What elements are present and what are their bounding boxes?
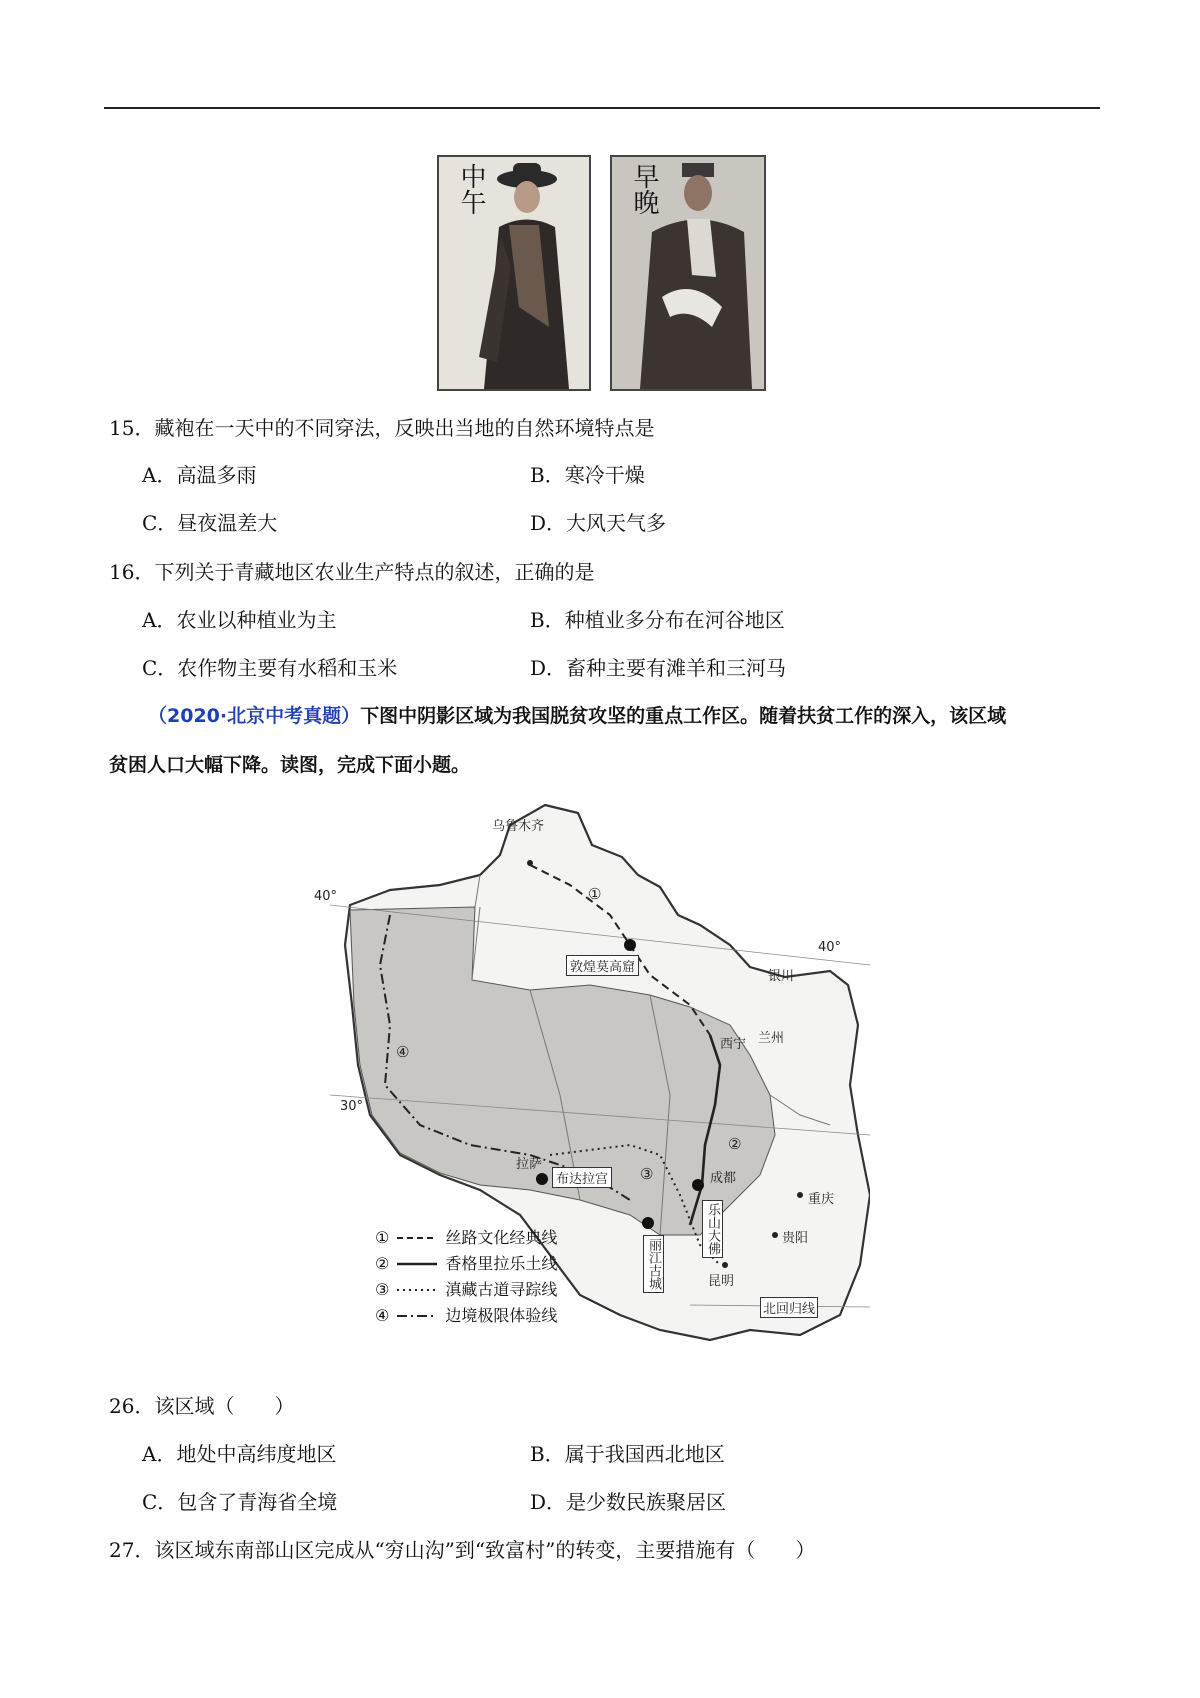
question-26-option-a: A．地处中高纬度地区 — [142, 1442, 337, 1466]
legend-line-dashed — [397, 1233, 437, 1243]
legend-label-2: 香格里拉乐土线 — [445, 1254, 558, 1273]
label-lijiang: 丽江古城 — [643, 1235, 664, 1293]
lijiang-marker — [642, 1217, 654, 1229]
legend-label-3: 滇藏古道寻踪线 — [445, 1280, 558, 1299]
question-27-stem: 27．该区域东南部山区完成从“穷山沟”到“致富村”的转变，主要措施有（ ） — [109, 1538, 816, 1562]
lhasa-marker — [536, 1173, 548, 1185]
label-kunming: 昆明 — [708, 1274, 735, 1289]
label-dunhuang: 敦煌莫高窟 — [566, 955, 639, 976]
question-16-option-d: D．畜种主要有滩羊和三河马 — [530, 656, 787, 680]
question-15-option-b: B．寒冷干燥 — [530, 463, 645, 487]
chengdu-marker — [692, 1179, 704, 1191]
route-4-marker: ④ — [396, 1043, 410, 1061]
legend-line-dashdot — [397, 1311, 437, 1321]
photo-morning-evening — [610, 155, 766, 391]
route-3-marker: ③ — [640, 1165, 654, 1183]
intro-line-2: 贫困人口大幅下降。读图，完成下面小题。 — [109, 754, 471, 776]
question-26-option-d: D．是少数民族聚居区 — [530, 1490, 727, 1514]
label-xining: 西宁 — [720, 1037, 747, 1052]
label-leshan: 乐山大佛 — [702, 1200, 723, 1258]
label-lat30: 30° — [340, 1099, 364, 1114]
photo-noon-label: 中午 — [456, 163, 486, 215]
label-yinchuan: 银川 — [768, 969, 795, 984]
label-chengdu: 成都 — [710, 1171, 737, 1186]
legend-number-1: ① — [375, 1228, 390, 1247]
legend-item-3 — [375, 1277, 557, 1303]
label-lanzhou: 兰州 — [758, 1031, 785, 1046]
label-lat40-left: 40° — [314, 889, 338, 904]
legend-number-2: ② — [375, 1254, 390, 1273]
intro-text-1: 下图中阴影区域为我国脱贫攻坚的重点工作区。随着扶贫工作的深入，该区域 — [360, 705, 1007, 727]
question-16-option-a: A．农业以种植业为主 — [142, 608, 337, 632]
question-15-option-c: C．昼夜温差大 — [142, 511, 278, 535]
label-lat40-right: 40° — [818, 940, 842, 955]
label-lhasa: 拉萨 — [516, 1157, 543, 1172]
question-26-option-c: C．包含了青海省全境 — [142, 1490, 338, 1514]
legend-number-4: ④ — [375, 1306, 390, 1325]
legend-item-1 — [375, 1225, 557, 1251]
question-26-option-b: B．属于我国西北地区 — [530, 1442, 725, 1466]
question-15-option-a: A．高温多雨 — [142, 463, 257, 487]
label-guiyang: 贵阳 — [782, 1231, 809, 1246]
question-16-stem: 16．下列关于青藏地区农业生产特点的叙述，正确的是 — [109, 560, 595, 584]
question-15-option-d: D．大风天气多 — [530, 511, 667, 535]
intro-line-1 — [148, 702, 1006, 730]
photo-morning-evening-label: 早晚 — [629, 163, 659, 215]
legend-item-4 — [375, 1303, 557, 1329]
question-16-option-b: B．种植业多分布在河谷地区 — [530, 608, 785, 632]
urumqi-marker — [527, 860, 533, 866]
legend-label-4: 边境极限体验线 — [445, 1306, 558, 1325]
route-2-marker: ② — [728, 1135, 742, 1153]
label-urumqi: 乌鲁木齐 — [492, 819, 545, 834]
legend-number-3: ③ — [375, 1280, 390, 1299]
label-tropic: 北回归线 — [760, 1297, 818, 1318]
label-chongqing: 重庆 — [808, 1192, 835, 1207]
label-potala: 布达拉宫 — [552, 1167, 612, 1188]
legend-line-solid — [397, 1259, 437, 1269]
intro-source: （2020·北京中考真题） — [148, 705, 361, 727]
header-rule — [104, 107, 1100, 109]
legend-item-2 — [375, 1251, 557, 1277]
legend-label-1: 丝路文化经典线 — [445, 1228, 558, 1247]
legend-line-dotted — [397, 1285, 437, 1295]
photo-noon — [437, 155, 591, 391]
kunming-marker — [722, 1262, 728, 1268]
route-1-marker: ① — [588, 885, 602, 903]
map-legend — [375, 1225, 557, 1329]
dunhuang-marker — [624, 939, 636, 951]
question-26-stem: 26．该区域（ ） — [109, 1394, 295, 1418]
chongqing-marker — [797, 1192, 803, 1198]
guiyang-marker — [772, 1232, 778, 1238]
question-15-stem: 15．藏袍在一天中的不同穿法，反映出当地的自然环境特点是 — [109, 416, 655, 440]
question-16-option-c: C．农作物主要有水稻和玉米 — [142, 656, 398, 680]
